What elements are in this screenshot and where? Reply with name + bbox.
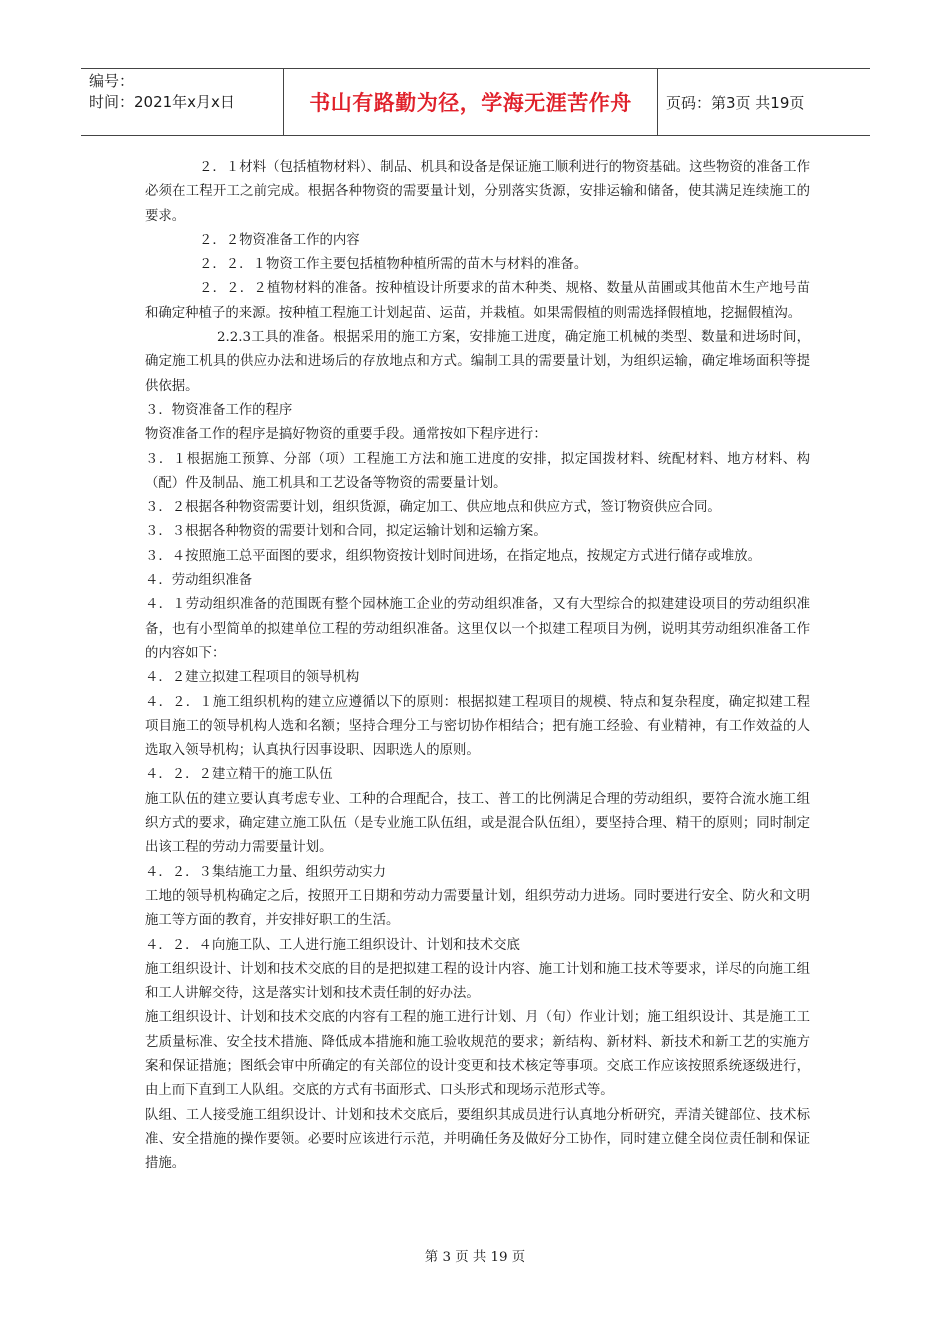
paragraph: 施工组织设计、计划和技术交底的目的是把拟建工程的设计内容、施工计划和施工技术等要求，详尽的向施工组和工人讲解交待，这是落实计划和技术责任制的好办法。 (145, 961, 810, 1002)
paragraph: ３．３根据各种物资的需要计划和合同，拟定运输计划和运输方案。 (145, 524, 547, 540)
paragraph: ２．２．２植物材料的准备。按种植设计所要求的苗木种类、规格、数量从苗圃或其他苗木生产地号苗和确定种植子的来源。按种植工程施工计划起苗、运苗，并栽植。如果需假植的则需选择假植地，挖掘假植沟。 (145, 281, 810, 321)
header-motto: 书山有路勤为径，学海无涯苦作舟 (284, 69, 658, 135)
section-heading: ２．２物资准备工作的内容 (199, 232, 360, 248)
paragraph: ３．２根据各种物资需要计划，组织货源，确定加工、供应地点和供应方式，签订物资供应合同。 (145, 500, 721, 516)
paragraph: 2.2.3工具的准备。根据采用的施工方案，安排施工进度，确定施工机械的类型、数量和进场时间，确定施工机具的供应办法和进场后的存放地点和方式。编制工具的需要量计划，为组织运输，确定堆场面积等提供依据。 (145, 330, 810, 394)
paragraph: 施工组织设计、计划和技术交底的内容有工程的施工进行计划、月（旬）作业计划；施工组织设计、其是施工工艺质量标准、安全技术措施、降低成本措施和施工验收规范的要求；新结构、新材料、新技术和新工艺的实施方案和保证措施；图纸会审中所确定的有关部位的设计变更和技术核定等事项。交底工作应该按照系统逐级进行，由上而下直到工人队组。交底的方式有书面形式、口头形式和现场示范形式等。 (145, 1010, 810, 1099)
paragraph: ４．２．１施工组织机构的建立应遵循以下的原则：根据拟建工程项目的规模、特点和复杂程度，确定拟建工程项目施工的领导机构人选和名额；坚持合理分工与密切协作相结合；把有施工经验、有业精神，有工作效益的人选取入领导机构；认真执行因事设职、因职选人的原则。 (145, 694, 810, 759)
paragraph: 施工队伍的建立要认真考虑专业、工种的合理配合，技工、普工的比例满足合理的劳动组织，要符合流水施工组织方式的要求，确定建立施工队伍（是专业施工队伍组，或是混合队伍组），要坚持合理、精干的原则；同时制定出该工程的劳动力需要量计划。 (145, 791, 810, 856)
paragraph: ３．４按照施工总平面图的要求，组织物资按计划时间进场，在指定地点，按规定方式进行储存或堆放。 (145, 548, 761, 564)
header-meta-cell (81, 69, 284, 135)
doc-number-label: 编号： (89, 72, 135, 90)
page-footer: 第 3 页 共 19 页 (424, 1250, 526, 1265)
section-heading: ４．２．４向施工队、工人进行施工组织设计、计划和技术交底 (145, 937, 520, 953)
section-heading: ４．２建立拟建工程项目的领导机构 (145, 670, 360, 686)
section-heading: ４．２．２建立精干的施工队伍 (145, 767, 333, 783)
paragraph: ３．１根据施工预算、分部（项）工程施工方法和施工进度的安排，拟定国拨材料、统配材料、地方材料、构（配）件及制品、施工机具和工艺设备等物资的需要量计划。 (145, 451, 810, 491)
paragraph: 队组、工人接受施工组织设计、计划和技术交底后，要组织其成员进行认真地分析研究，弄清关键部位、技术标准、安全措施的操作要领。必要时应该进行示范，并明确任务及做好分工协作，同时建立健全岗位责任制和保证措施。 (145, 1107, 810, 1172)
doc-date-label: 时间：2021年x月x日 (89, 93, 235, 111)
paragraph: 物资准备工作的程序是搞好物资的重要手段。通常按如下程序进行： (145, 427, 547, 443)
document-body (145, 156, 810, 1176)
section-heading: ４．劳动组织准备 (145, 573, 253, 589)
paragraph: ２．１材料（包括植物材料）、制品、机具和设备是保证施工顺利进行的物资基础。这些物资的准备工作必须在工程开工之前完成。根据各种物资的需要量计划，分别落实货源，安排运输和储备，使其满足连续施工的要求。 (145, 160, 810, 224)
header-table (81, 68, 870, 136)
paragraph: 工地的领导机构确定之后，按照开工日期和劳动力需要量计划，组织劳动力进场。同时要进行安全、防火和文明施工等方面的教育，并安排好职工的生活。 (145, 888, 810, 929)
paragraph: ２．２．１物资工作主要包括植物种植所需的苗木与材料的准备。 (199, 257, 588, 273)
paragraph: ４．１劳动组织准备的范围既有整个园林施工企业的劳动组织准备，又有大型综合的拟建建设项目的劳动组织准备，也有小型简单的拟建单位工程的劳动组织准备。这里仅以一个拟建工程项目为例，说明其劳动组织准备工作的内容如下： (145, 597, 810, 661)
section-heading: ４．２．３集结施工力量、组织劳动实力 (145, 864, 387, 880)
section-heading: ３．物资准备工作的程序 (145, 402, 293, 418)
header-page-label: 页码：第3页 共19页 (666, 93, 805, 112)
